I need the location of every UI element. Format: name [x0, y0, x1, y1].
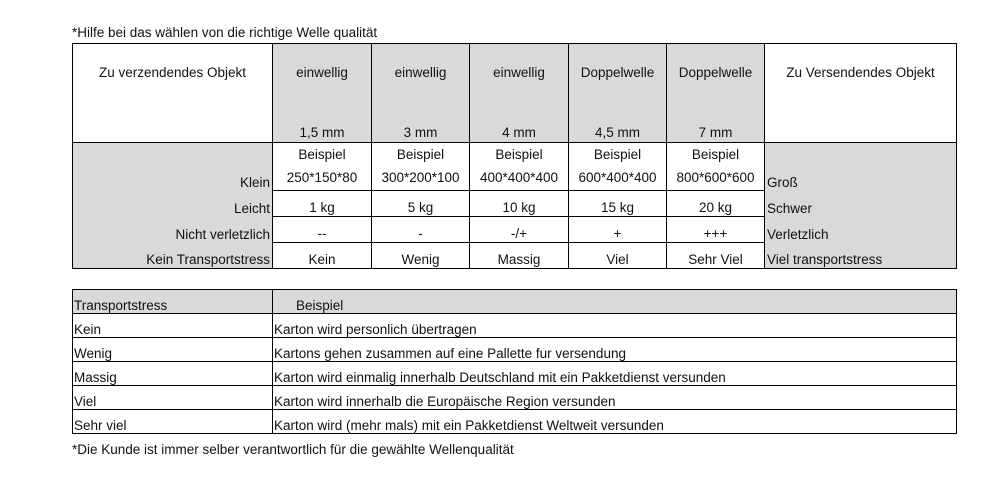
- stress-cell: Wenig: [372, 243, 470, 269]
- transport-stress-table: [72, 289, 957, 434]
- column-header: einwellig 1,5 mm: [273, 44, 372, 143]
- size-row: [73, 143, 957, 191]
- stress-level: Sehr viel: [73, 410, 273, 434]
- stress-example: Karton wird innerhalb die Europäische Region versunden: [273, 386, 957, 410]
- stress-example: Karton wird personlich übertragen: [273, 314, 957, 338]
- table-row: [73, 338, 957, 362]
- table-row: [73, 362, 957, 386]
- row-label: Klein: [73, 143, 273, 191]
- column-header: einwellig 4 mm: [470, 44, 569, 143]
- row-label-right: Viel transportstress: [765, 243, 957, 269]
- stress-cell: Massig: [470, 243, 569, 269]
- row-label: Kein Transportstress: [73, 243, 273, 269]
- weight-row: [73, 191, 957, 217]
- row-label: Nicht verletzlich: [73, 217, 273, 243]
- weight-cell: 15 kg: [569, 191, 667, 217]
- example-cell: Beispiel 250*150*80: [273, 143, 372, 191]
- fragility-cell: -: [372, 217, 470, 243]
- row-label: Leicht: [73, 191, 273, 217]
- fragility-cell: --: [273, 217, 372, 243]
- fragility-cell: -/+: [470, 217, 569, 243]
- table-row: [73, 386, 957, 410]
- table-header-row: [73, 290, 957, 314]
- column-header: Doppelwelle 7 mm: [667, 44, 765, 143]
- fragility-cell: +++: [667, 217, 765, 243]
- wave-quality-table: [72, 43, 957, 269]
- table-row: [73, 314, 957, 338]
- table-row: [73, 410, 957, 434]
- guide-note: *Hilfe bei das wählen von die richtige Welle qualität: [72, 25, 378, 40]
- example-cell: Beispiel 800*600*600: [667, 143, 765, 191]
- disclaimer-note: *Die Kunde ist immer selber verantwortlich für die gewählte Wellenqualität: [72, 442, 514, 457]
- row-label-right: Verletzlich: [765, 217, 957, 243]
- weight-cell: 20 kg: [667, 191, 765, 217]
- row-label-right: Schwer: [765, 191, 957, 217]
- stress-example: Kartons gehen zusammen auf eine Pallette fur versendung: [273, 338, 957, 362]
- stress-row: [73, 243, 957, 269]
- stress-cell: Sehr Viel: [667, 243, 765, 269]
- stress-level: Viel: [73, 386, 273, 410]
- fragility-cell: +: [569, 217, 667, 243]
- example-cell: Beispiel 400*400*400: [470, 143, 569, 191]
- example-cell: Beispiel 600*400*400: [569, 143, 667, 191]
- weight-cell: 5 kg: [372, 191, 470, 217]
- header-row: [73, 44, 957, 143]
- weight-cell: 10 kg: [470, 191, 569, 217]
- left-header: Zu verzendendes Objekt: [73, 44, 273, 143]
- header-cell: Transportstress: [73, 290, 273, 314]
- stress-level: Massig: [73, 362, 273, 386]
- header-cell: Beispiel: [273, 290, 957, 314]
- weight-cell: 1 kg: [273, 191, 372, 217]
- column-header: einwellig 3 mm: [372, 44, 470, 143]
- right-header: Zu Versendendes Objekt: [765, 44, 957, 143]
- row-label-right: Groß: [765, 143, 957, 191]
- stress-level: Kein: [73, 314, 273, 338]
- stress-cell: Viel: [569, 243, 667, 269]
- stress-example: Karton wird einmalig innerhalb Deutschland mit ein Pakketdienst versunden: [273, 362, 957, 386]
- stress-level: Wenig: [73, 338, 273, 362]
- stress-cell: Kein: [273, 243, 372, 269]
- column-header: Doppelwelle 4,5 mm: [569, 44, 667, 143]
- example-cell: Beispiel 300*200*100: [372, 143, 470, 191]
- stress-example: Karton wird (mehr mals) mit ein Pakketdienst Weltweit versunden: [273, 410, 957, 434]
- fragility-row: [73, 217, 957, 243]
